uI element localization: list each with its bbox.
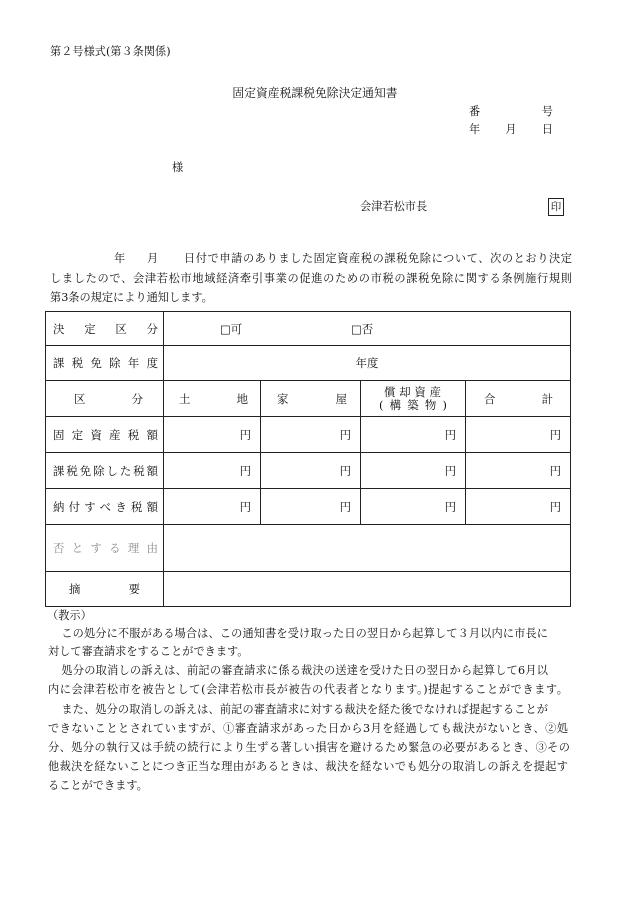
header-category-label: 区分	[46, 381, 164, 417]
header-land: 土地	[164, 381, 261, 417]
form-number: 第２号様式(第３条関係)	[50, 45, 171, 58]
table-row	[46, 453, 571, 489]
amount-cell: 円	[466, 489, 571, 525]
exemption-year-label: 課税免除年度	[46, 346, 164, 381]
row-label-payable-tax: 納付すべき税額	[46, 489, 164, 525]
amount-cell: 円	[466, 453, 571, 489]
amount-cell: 円	[164, 489, 261, 525]
decision-options	[164, 312, 571, 346]
table-row	[46, 417, 571, 453]
instruction-line: また、処分の取消しの訴えは、前記の審査請求に対する裁決を経た後でなければ提起することが	[50, 703, 548, 716]
amount-cell: 円	[164, 417, 261, 453]
remarks-row	[46, 572, 571, 607]
denial-reason-row	[46, 525, 571, 572]
exemption-year-value: 年度	[164, 346, 571, 381]
amount-cell: 円	[361, 417, 466, 453]
remarks-field	[164, 572, 571, 607]
reference-date-label: 年月日	[469, 123, 553, 136]
notice-line-2: しましたので、会津若松市地域経済牽引事業の促進のための市税の課税免除に関する条例施行規則	[50, 272, 572, 285]
instruction-line: 分、処分の執行又は手続の続行により生ずる著しい損害を避けるため緊急の必要があるとき、③その	[48, 741, 570, 754]
instruction-heading: （教示）	[47, 609, 92, 622]
denial-reason-field	[164, 525, 571, 572]
row-label-exempted-tax: 課税免除した税額	[46, 453, 164, 489]
denial-reason-label: 否とする理由	[46, 525, 164, 572]
amount-cell: 円	[466, 417, 571, 453]
amount-cell: 円	[261, 453, 361, 489]
header-depreciable-sublabel: (構築物)	[379, 397, 447, 412]
amount-cell: 円	[361, 453, 466, 489]
instruction-line: できないこととされていますが、①審査請求があった日から3月を経過しても裁決がないとき、②処	[48, 722, 568, 735]
seal-mark: 印	[548, 198, 564, 216]
notice-line-3: 第3条の規定により通知します。	[50, 291, 213, 304]
amount-cell: 円	[261, 417, 361, 453]
row-label-fixed-asset-tax: 固定資産税額	[46, 417, 164, 453]
notice-date-year: 年	[114, 252, 126, 265]
instruction-line: 他裁決を経ないことにつき正当な理由があるときは、裁決を経ないでも処分の取消しの訴えを提起す	[48, 760, 568, 773]
instruction-line: 対して審査請求をすることができます。	[48, 645, 249, 658]
decision-table	[45, 311, 571, 607]
instruction-line: ることができます。	[48, 779, 148, 792]
table-row	[46, 489, 571, 525]
issuer-name: 会津若松市長	[360, 200, 428, 213]
deny-checkbox-option: □否	[351, 321, 374, 336]
decision-row	[46, 312, 571, 346]
amount-cell: 円	[361, 489, 466, 525]
header-house: 家屋	[261, 381, 361, 417]
instruction-line: 内に会津若松市を被告として(会津若松市長が被告の代表者となります。)提起することができます。	[48, 683, 568, 696]
amount-cell: 円	[261, 489, 361, 525]
header-total: 合計	[466, 381, 571, 417]
notice-line-1: 日付で申請のありました固定資産税の課税免除について、次のとおり決定	[184, 252, 572, 265]
exemption-year-row	[46, 346, 571, 381]
notice-date-month: 月	[147, 252, 159, 265]
header-depreciable-assets	[361, 381, 466, 417]
header-depreciable-label: 償却資産	[384, 384, 441, 399]
remarks-label: 摘要	[46, 572, 164, 607]
amount-cell: 円	[164, 453, 261, 489]
addressee-honorific: 様	[172, 161, 184, 174]
document-title: 固定資産税課税免除決定通知書	[232, 86, 398, 100]
approve-checkbox-option: □可	[220, 321, 243, 336]
instruction-line: この処分に不服がある場合は、この通知書を受け取った日の翌日から起算して３月以内に市長に	[50, 627, 548, 640]
decision-label: 決定区分	[46, 312, 164, 346]
reference-number-label: 番号	[469, 105, 553, 118]
column-header-row	[46, 381, 571, 417]
instruction-line: 処分の取消しの訴えは、前記の審査請求に係る裁決の送達を受けた日の翌日から起算して6月以	[50, 664, 548, 677]
